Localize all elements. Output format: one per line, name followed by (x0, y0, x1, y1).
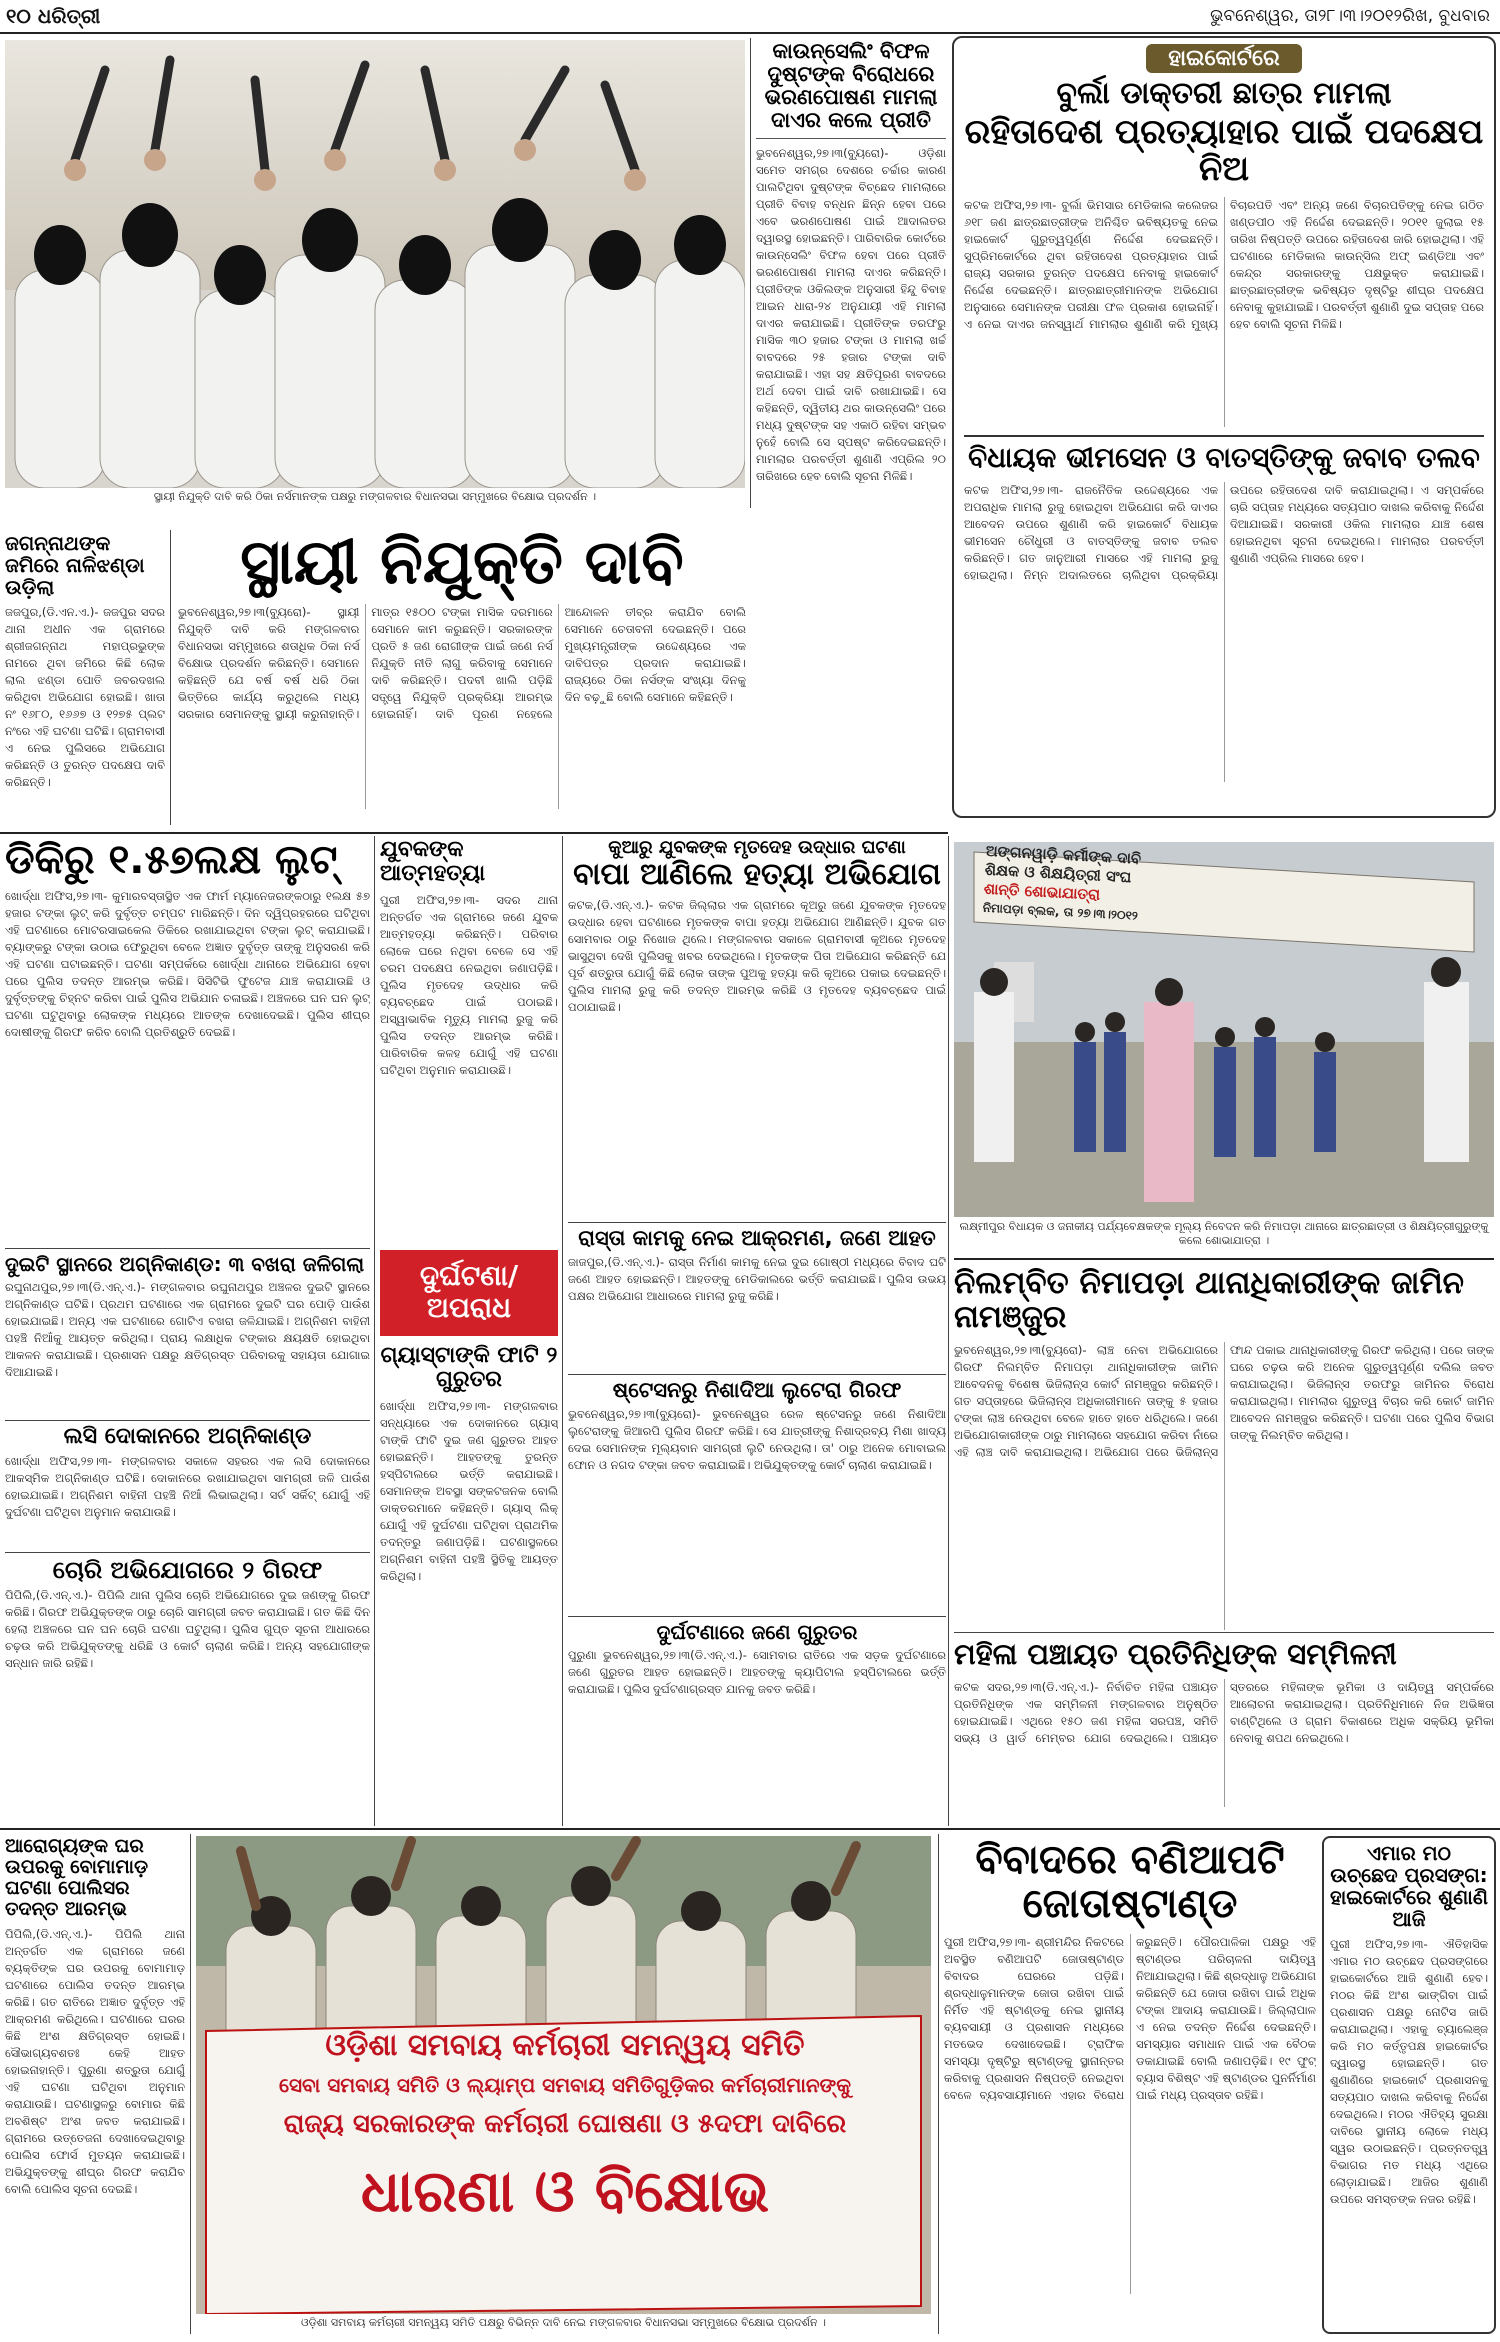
nimapada-story (954, 1258, 1494, 1630)
road-body: ଜାଜପୁର,(ଡି.ଏନ୍.ଏ.)- ରାସ୍ତା ନିର୍ମାଣ କାମକୁ ନେଇ ଦୁଇ ଗୋଷ୍ଠୀ ମଧ୍ୟରେ ବିବାଦ ଘଟି ଜଣେ ଆହତ ହୋଇଛନ୍ତି। ଆହତଙ୍କୁ ମେଡିକାଲରେ ଭର୍ତ୍ତି କରାଯାଇଛି। ପୁଲିସ ଉଭୟ ପକ୍ଷର ଅଭିଯୋଗ ଆଧାରରେ ମାମଲା ରୁଜୁ କରିଛି। (568, 1255, 946, 1304)
counselling-story (756, 40, 946, 820)
loot-headline: ଡିକିରୁ ୧.୫୭ଲକ୍ଷ ଲୁଟ୍ (5, 838, 338, 883)
jagannath-story (5, 532, 165, 832)
dispute-headline: ବିବାଦରେ ବଣିଆପଟି ଜୋତାଷ୍ଟାଣ୍ଡ (975, 1838, 1285, 1927)
mla-body: କଟକ ଅଫିସ,୨୭।୩- ରାଜନୈତିକ ଉଦ୍ଦେଶ୍ୟରେ ଏକ ଅପରାଧିକ ମାମଲା ରୁଜୁ ହୋଇଥିବା ଅଭିଯୋଗ କରି ଦାଏର ଆବେଦନ ଉପରେ ଶୁଣାଣି କରି ହାଇକୋର୍ଟ ବିଧାୟକ ଭୀମସେନ ଚୌଧୁରୀ ଓ ବାତସ୍ତିଙ୍କୁ ଜବାବ ତଲବ କରିଛନ୍ତି। ଗତ ଜାନୁଆରୀ ମାସରେ ଏହି ମାମଲା ରୁଜୁ ହୋଇଥିଲା। ନିମ୍ନ ଅଦାଲତରେ ଚାଲିଥିବା ପ୍ରକ୍ରିୟା ଉପରେ ରହିତାଦେଶ ଦାବି କରାଯାଇଥିଲା। ଏ ସମ୍ପର୍କରେ ଚାରି ସପ୍ତାହ ମଧ୍ୟରେ ସତ୍ୟପାଠ ଦାଖଲ କରିବାକୁ ନିର୍ଦ୍ଦେଶ ଦିଆଯାଇଛି। ସରକାରୀ ଓକିଲ ମାମଲାର ଯାଞ୍ଚ ଶେଷ ହୋଇନଥିବା ସୂଚନା ଦେଇଥିଲେ। ମାମଲାର ପରବର୍ତ୍ତୀ ଶୁଣାଣି ଏପ୍ରିଲ ମାସରେ ହେବ। (964, 482, 1484, 582)
emar-body: ପୁରୀ ଅଫିସ,୨୭।୩- ଐତିହାସିକ ଏମାର ମଠ ଉଚ୍ଛେଦ ପ୍ରସଙ୍ଗରେ ହାଇକୋର୍ଟରେ ଆଜି ଶୁଣାଣି ହେବ। ମଠର କିଛି ଅଂଶ ଭାଙ୍ଗିବା ପାଇଁ ପ୍ରଶାସନ ପକ୍ଷରୁ ନୋଟିସ ଜାରି କରାଯାଇଥିଲା। ଏହାକୁ ଚ୍ୟାଲେଞ୍ଜ କରି ମଠ କର୍ତ୍ତୃପକ୍ଷ ହାଇକୋର୍ଟର ଦ୍ୱାରସ୍ଥ ହୋଇଛନ୍ତି। ଗତ ଶୁଣାଣିରେ ହାଇକୋର୍ଟ ପ୍ରଶାସନକୁ ସତ୍ୟପାଠ ଦାଖଲ କରିବାକୁ ନିର୍ଦ୍ଦେଶ ଦେଇଥିଲେ। ମଠର ଐତିହ୍ୟ ସୁରକ୍ଷା ଦାବିରେ ସ୍ଥାନୀୟ ଲୋକେ ମଧ୍ୟ ସ୍ୱର ଉଠାଇଛନ୍ତି। ପ୍ରତ୍ନତତ୍ତ୍ୱ ବିଭାଗର ମତ ମଧ୍ୟ ଏଥିରେ ଲୋଡ଼ାଯାଇଛି। ଆଜିର ଶୁଣାଣି ଉପରେ ସମସ୍ତଙ୍କ ନଜର ରହିଛି। (1330, 1937, 1488, 2206)
suicide-headline: ଯୁବକଙ୍କ ଆତ୍ମହତ୍ୟା (380, 838, 486, 887)
theft-body: ପିପିଲି,(ଡି.ଏନ୍.ଏ.)- ପିପିଲି ଥାନା ପୁଲିସ ଚୋରି ଅଭିଯୋଗରେ ଦୁଇ ଜଣଙ୍କୁ ଗିରଫ କରିଛି। ଗିରଫ ଅଭିଯୁକ୍ତଙ୍କ ଠାରୁ ଚୋରି ସାମଗ୍ରୀ ଜବତ କରାଯାଇଛି। ଗତ କିଛି ଦିନ ହେଲା ଅଞ୍ଚଳରେ ଘନ ଘନ ଚୋରି ଘଟଣା ଘଟୁଥିଲା। ପୁଲିସ ଗୁପ୍ତ ସୂଚନା ଆଧାରରେ ଚଢ଼ଉ କରି ଅଭିଯୁକ୍ତଙ୍କୁ ଧରିଛି ଓ କୋର୍ଟ ଚାଲାଣ କରିଛି। ଅନ୍ୟ ସହଯୋଗୀଙ୍କ ସନ୍ଧାନ ଜାରି ରହିଛି। (5, 1588, 370, 1671)
column-rule (170, 530, 171, 825)
section-rule (0, 832, 948, 834)
rally-banner-line: ଶାନ୍ତି ଶୋଭାଯାତ୍ରା (983, 879, 1101, 904)
jagannath-body: ଜଜପୁର,(ଡି.ଏନ.ଏ.)- ଜଜପୁର ସଦର ଥାନା ଅଧୀନ ଏକ ଗ୍ରାମରେ ଶ୍ରୀଜଗନ୍ନାଥ ମହାପ୍ରଭୁଙ୍କ ନାମରେ ଥିବା ଜମିରେ କିଛି ଲୋକ ଲାଲ ଝଣ୍ଡା ପୋତି ଜବରଦଖଲ କରିଥିବା ଅଭିଯୋଗ ହୋଇଛି। ଖାତା ନଂ ୧୬୮୦, ୧୬୬୭ ଓ ୧୨୭୫ ପ୍ଲଟ ନଂରେ ଏହି ଘଟଣା ଘଟିଛି। ଗ୍ରାମବାସୀ ଏ ନେଇ ପୁଲିସରେ ଅଭିଯୋଗ କରିଛନ୍ତି ଓ ତୁରନ୍ତ ପଦକ୍ଷେପ ଦାବି କରିଛନ୍ତି। (5, 605, 165, 789)
highcourt-kicker: ହାଇକୋର୍ଟରେ (1146, 44, 1301, 73)
bodies-headline: କୁଆରୁ ଯୁବକଙ୍କ ମୃତଦେହ ଉଦ୍ଧାର ଘଟଣା (608, 838, 906, 858)
rally-banner-line: ନିମାପଡ଼ା ବ୍ଲକ, ତା ୨୭।୩।୨୦୧୨ (982, 900, 1139, 923)
fire-story (5, 1248, 370, 1418)
rally-banner-line: ଅଙ୍ଗନୱାଡ଼ି କର୍ମୀଙ୍କ ଦାବି (985, 842, 1142, 868)
women-headline: ମହିଳା ପଞ୍ଚାୟତ ପ୍ରତିନିଧିଙ୍କ ସମ୍ମିଳନୀ (954, 1637, 1397, 1671)
section-rule (0, 1828, 1500, 1830)
loot-body: ଖୋର୍ଦ୍ଧା ଅଫିସ,୨୭।୩- କୁମାରବସ୍ତାସ୍ଥିତ ଏକ ଫାର୍ମ ମ୍ୟାନେଜରଙ୍କଠାରୁ ୧ଲକ୍ଷ ୫୭ ହଜାର ଟଙ୍କା ଲୁଟ୍ କରି ଦୁର୍ବୃତ୍ତ ଚମ୍ପଟ ମାରିଛନ୍ତି। ଦିନ ଦ୍ୱିପ୍ରହରରେ ଘଟିଥିବା ଏହି ଘଟଣାରେ ମୋଟରସାଇକେଲ ଡିକିରେ ରଖାଯାଇଥିବା ଟଙ୍କା ଲୁଟ୍ କରାଯାଇଛି। ବ୍ୟାଙ୍କରୁ ଟଙ୍କା ଉଠାଇ ଫେରୁଥିବା ବେଳେ ଅଜ୍ଞାତ ଦୁର୍ବୃତ୍ତ ତାଙ୍କୁ ଅନୁସରଣ କରି ଏହି ଘଟଣା ଘଟାଇଛନ୍ତି। ଘଟଣା ସମ୍ପର୍କରେ ଖୋର୍ଦ୍ଧା ଥାନାରେ ଅଭିଯୋଗ ହେବା ପରେ ପୁଲିସ ତଦନ୍ତ ଆରମ୍ଭ କରିଛି। ସିସିଟିଭି ଫୁଟେଜ ଯାଞ୍ଚ କରାଯାଉଛି ଓ ଦୁର୍ବୃତ୍ତଙ୍କୁ ଚିହ୍ନଟ କରିବା ପାଇଁ ପୁଲିସ ଅଭିଯାନ ଚଳାଇଛି। ଅଞ୍ଚଳରେ ଘନ ଘନ ଲୁଟ୍ ଘଟଣା ଘଟୁଥିବାରୁ ଲୋକଙ୍କ ମଧ୍ୟରେ ଆତଙ୍କ ଦେଖାଦେଇଛି। ପୁଲିସ ଶୀଘ୍ର ଦୋଷୀଙ୍କୁ ଗିରଫ କରିବ ବୋଲି ପ୍ରତିଶ୍ରୁତି ଦେଇଛି। (5, 889, 370, 1039)
highcourt-box (952, 36, 1496, 818)
highcourt-subhead: ବୁର୍ଲା ଡାକ୍ତରୀ ଛାତ୍ର ମାମଲା (1056, 76, 1392, 111)
theft-headline: ଚୋରି ଅଭିଯୋଗରେ ୨ ଗିରଫ (52, 1556, 323, 1584)
road-headline: ରାସ୍ତା କାମକୁ ନେଇ ଆକ୍ରମଣ, ଜଣେ ଆହତ (578, 1226, 936, 1250)
counselling-body: ଭୁବନେଶ୍ୱର,୨୭।୩(ବ୍ୟୁରୋ)- ଓଡ଼ିଶା ସମେତ ସମଗ୍ର ଦେଶରେ ଚର୍ଚ୍ଚାର କାରଣ ପାଲଟିଥିବା ଦୁଷ୍ଟଙ୍କ ବିଚ୍ଛେଦ ମାମଲାରେ ପ୍ରୀତି ବିବାହ ବନ୍ଧନ ଛିନ୍ନ ହେବା ପରେ ଏବେ ଭରଣପୋଷଣ ପାଇଁ ଆଦାଲତର ଦ୍ୱାରସ୍ଥ ହୋଇଛନ୍ତି। ପାରିବାରିକ କୋର୍ଟରେ କାଉନ୍‌ସେଲିଂ ବିଫଳ ହେବା ପରେ ପ୍ରୀତି ଭରଣପୋଷଣ ମାମଲା ଦାଏର କରିଛନ୍ତି। ପ୍ରୀତିଙ୍କ ଓକିଲଙ୍କ ଅନୁସାରୀ ହିନ୍ଦୁ ବିବାହ ଆଇନ ଧାରା-୨୪ ଅନୁଯାୟୀ ଏହି ମାମଲା ଦାଏର କରାଯାଇଛି। ପ୍ରୀତିଙ୍କ ତରଫରୁ ମାସିକ ୩୦ ହଜାର ଟଙ୍କା ଓ ମାମଲା ଖର୍ଚ୍ଚ ବାବଦରେ ୨୫ ହଜାର ଟଙ୍କା ଦାବି କରାଯାଇଛି। ଏହା ସହ କ୍ଷତିପୂରଣ ବାବଦରେ ଅର୍ଥ ଦେବା ପାଇଁ ଦାବି ରଖାଯାଇଛି। ସେ କହିଛନ୍ତି, ଦ୍ୱିତୀୟ ଥର କାଉନ୍‌ସେଲିଂ ପରେ ମଧ୍ୟ ଦୁଷ୍ଟଙ୍କ ସହ ଏକାଠି ରହିବା ସମ୍ଭବ ନୁହେଁ ବୋଲି ସେ ସ୍ପଷ୍ଟ କରିଦେଇଛନ୍ତି। ମାମଲାର ପରବର୍ତ୍ତୀ ଶୁଣାଣି ଏପ୍ରିଲ ୨୦ ତାରିଖରେ ହେବ ବୋଲି ସୂଚନା ମିଳିଛି। (756, 146, 946, 484)
fire-headline: ଦୁଇଟି ସ୍ଥାନରେ ଅଗ୍ନିକାଣ୍ଡ: ୩ ବଖରା ଜଳିଗଲା (5, 1252, 365, 1276)
police-probe-headline: ଆରୋଗ୍ୟଙ୍କ ଘର ଉପରକୁ ବୋମାମାଡ଼ ଘଟଣା ପୋଲିସର ତଦନ୍ତ ଆରମ୍ଭ (5, 1836, 149, 1920)
gas-body: ଖୋର୍ଦ୍ଧା ଅଫିସ,୨୭।୩- ମଙ୍ଗଳବାର ସନ୍ଧ୍ୟାରେ ଏକ ଦୋକାନରେ ଗ୍ୟାସ୍ ଟାଙ୍କି ଫାଟି ଦୁଇ ଜଣ ଗୁରୁତର ଆହତ ହୋଇଛନ୍ତି। ଆହତଙ୍କୁ ତୁରନ୍ତ ହସ୍ପିଟାଲରେ ଭର୍ତ୍ତି କରାଯାଇଛି। ସେମାନଙ୍କ ଅବସ୍ଥା ସଙ୍କଟଜନକ ବୋଲି ଡାକ୍ତରମାନେ କହିଛନ୍ତି। ଗ୍ୟାସ୍ ଲିକ୍ ଯୋଗୁଁ ଏହି ଦୁର୍ଘଟଣା ଘଟିଥିବା ପ୍ରାଥମିକ ତଦନ୍ତରୁ ଜଣାପଡ଼ିଛି। ଘଟଣାସ୍ଥଳରେ ଅଗ୍ନିଶମ ବାହିନୀ ପହଞ୍ଚି ସ୍ଥିତିକୁ ଆୟତ୍ତ କରିଥିଲା। (380, 1399, 558, 1584)
lassi-story (5, 1420, 370, 1550)
dateline: ଭୁବନେଶ୍ୱର, ତା୨୮।୩।୨୦୧୨ରିଖ, ବୁଧବାର (1210, 6, 1490, 26)
column-rule (750, 38, 751, 508)
emar-story (1322, 1836, 1496, 2334)
fire-body: ରଘୁନାଥପୁର,୨୭।୩(ଡି.ଏନ୍.ଏ.)- ମଙ୍ଗଳବାର ରଘୁନାଥପୁର ଅଞ୍ଚଳର ଦୁଇଟି ସ୍ଥାନରେ ଅଗ୍ନିକାଣ୍ଡ ଘଟିଛି। ପ୍ରଥମ ଘଟଣାରେ ଏକ ଗ୍ରାମରେ ଦୁଇଟି ଘର ପୋଡ଼ି ପାଉଁଶ ହୋଇଯାଇଛି। ଅନ୍ୟ ଏକ ଘଟଣାରେ ଗୋଟିଏ ବଖରା ଜଳିଯାଇଛି। ଅଗ୍ନିଶମ ବାହିନୀ ପହଞ୍ଚି ନିଆଁକୁ ଆୟତ୍ତ କରିଥିଲା। ପ୍ରାୟ ଲକ୍ଷାଧିକ ଟଙ୍କାର କ୍ଷୟକ୍ଷତି ହୋଇଥିବା ଆକଳନ କରାଯାଇଛି। ପ୍ରଶାସନ ପକ୍ଷରୁ କ୍ଷତିଗ୍ରସ୍ତ ପରିବାରକୁ ସହାୟତା ଯୋଗାଇ ଦିଆଯାଇଛି। (5, 1280, 370, 1379)
column-rule (190, 1834, 191, 2334)
station-body: ଭୁବନେଶ୍ୱର,୨୭।୩(ବ୍ୟୁରୋ)- ଭୁବନେଶ୍ୱର ରେଳ ଷ୍ଟେସନରୁ ଜଣେ ନିଶାଦିଆ ଲୁଟେରାଙ୍କୁ ଜିଆରପି ପୁଲିସ ଗିରଫ କରିଛି। ସେ ଯାତ୍ରୀଙ୍କୁ ନିଶାଦ୍ରବ୍ୟ ମିଶା ଖାଦ୍ୟ ଦେଇ ସେମାନଙ୍କ ମୂଲ୍ୟବାନ ସାମଗ୍ରୀ ଲୁଟି ନେଉଥିଲା। ତା' ଠାରୁ ଅନେକ ମୋବାଇଲ ଫୋନ ଓ ନଗଦ ଟଙ୍କା ଜବତ କରାଯାଇଛି। ଅଭିଯୁକ୍ତଙ୍କୁ କୋର୍ଟ ଚାଲାଣ କରାଯାଇଛି। (568, 1407, 946, 1473)
emar-headline: ଏମାର ମଠ ଉଚ୍ଛେଦ ପ୍ରସଙ୍ଗ: ହାଇକୋର୍ଟରେ ଶୁଣାଣି ଆଜି (1330, 1841, 1488, 1931)
column-rule (374, 836, 375, 1826)
permanent-job-headline: ସ୍ଥାୟୀ ନିଯୁକ୍ତି ଦାବି (240, 528, 684, 598)
permanent-job-body: ଭୁବନେଶ୍ୱର,୨୭।୩(ବ୍ୟୁରୋ)- ସ୍ଥାୟୀ ନିଯୁକ୍ତି ଦାବି କରି ମଙ୍ଗଳବାର ବିଧାନସଭା ସମ୍ମୁଖରେ ଶତାଧିକ ଠିକା ନର୍ସ ବିକ୍ଷୋଭ ପ୍ରଦର୍ଶନ କରିଛନ୍ତି। ସେମାନେ କହିଛନ୍ତି ଯେ ବର୍ଷ ବର୍ଷ ଧରି ଠିକା ଭିତ୍ତିରେ କାର୍ଯ୍ୟ କରୁଥିଲେ ମଧ୍ୟ ସରକାର ସେମାନଙ୍କୁ ସ୍ଥାୟୀ କରୁନାହାନ୍ତି। ମାତ୍ର ୧୫୦୦ ଟଙ୍କା ମାସିକ ଦରମାରେ ସେମାନେ କାମ କରୁଛନ୍ତି। ସରକାରଙ୍କ ପ୍ରତି ୫ ଜଣ ରୋଗୀଙ୍କ ପାଇଁ ଜଣେ ନର୍ସ ନିଯୁକ୍ତି ନୀତି ଲାଗୁ କରିବାକୁ ସେମାନେ ଦାବି କରିଛନ୍ତି। ପଦବୀ ଖାଲି ପଡ଼ିଛି ସତ୍ତ୍ୱେ ନିଯୁକ୍ତି ପ୍ରକ୍ରିୟା ଆରମ୍ଭ ହୋଇନାହିଁ। ଦାବି ପୂରଣ ନହେଲେ ଆନ୍ଦୋଳନ ତୀବ୍ର କରାଯିବ ବୋଲି ସେମାନେ ଚେତାବନୀ ଦେଇଛନ୍ତି। ପରେ ମୁଖ୍ୟମନ୍ତ୍ରୀଙ୍କ ଉଦ୍ଦେଶ୍ୟରେ ଏକ ଦାବିପତ୍ର ପ୍ରଦାନ କରାଯାଇଛି। ରାଜ୍ୟରେ ଠିକା ନର୍ସଙ୍କ ସଂଖ୍ୟା ଦିନକୁ ଦିନ ବଢ଼ୁଛି ବୋଲି ସେମାନେ କହିଛନ୍ତି। (178, 605, 746, 722)
protest-banner-line: ଓଡ଼ିଶା ସମବାୟ କର୍ମଚାରୀ ସମନ୍ୱୟ ସମିତି (325, 2028, 805, 2063)
mla-headline: ବିଧାୟକ ଭୀମସେନ ଓ ବାତସ୍ତିଙ୍କୁ ଜବାବ ତଲବ (968, 440, 1480, 474)
station-story (568, 1374, 946, 1614)
counselling-headline: କାଉନ୍‌ସେଲିଂ ବିଫଳ ଦୁଷ୍ଟଙ୍କ ବିରୋଧରେ ଭରଣପୋଷଣ ମାମଲା ଦାଏର କଲେ ପ୍ରୀତି (756, 40, 946, 139)
women-story (954, 1632, 1494, 1824)
bodies-body: କଟକ,(ଡି.ଏନ୍.ଏ.)- କଟକ ଜିଲ୍ଲାର ଏକ ଗ୍ରାମରେ କୂଅରୁ ଜଣେ ଯୁବକଙ୍କ ମୃତଦେହ ଉଦ୍ଧାର ହେବା ଘଟଣାରେ ମୃତକଙ୍କ ବାପା ହତ୍ୟା ଅଭିଯୋଗ ଆଣିଛନ୍ତି। ଯୁବକ ଗତ ସୋମବାର ଠାରୁ ନିଖୋଜ ଥିଲେ। ମଙ୍ଗଳବାର ସକାଳେ ଗ୍ରାମବାସୀ କୂଅରେ ମୃତଦେହ ଭାସୁଥିବା ଦେଖି ପୁଲିସକୁ ଖବର ଦେଇଥିଲେ। ମୃତକଙ୍କ ପିତା ଅଭିଯୋଗ କରିଛନ୍ତି ଯେ ପୂର୍ବ ଶତ୍ରୁତା ଯୋଗୁଁ କିଛି ଲୋକ ତାଙ୍କ ପୁଅକୁ ହତ୍ୟା କରି କୂଅରେ ପକାଇ ଦେଇଛନ୍ତି। ପୁଲିସ ମାମଲା ରୁଜୁ କରି ତଦନ୍ତ ଆରମ୍ଭ କରିଛି ଓ ମୃତଦେହ ବ୍ୟବଚ୍ଛେଦ ପାଇଁ ପଠାଯାଇଛି। (568, 897, 946, 1014)
page-header (0, 0, 1500, 32)
rally-photo-caption: ଲକ୍ଷ୍ମୀପୁର ବିଧାୟକ ଓ ଜନାକୀୟ ପର୍ଯ୍ୟବେକ୍ଷକଙ୍କ ମୂଲ୍ୟ ନିବେଦନ କରି ନିମାପଡ଼ା ଥାନାରେ ଛାତ୍ରଛାତ୍ରୀ ଓ ଶିକ୍ଷୟିତ୍ରୀଗୁରୁଙ୍କୁ କଲେ ଶୋଭାଯାତ୍ରା । (959, 1220, 1489, 1247)
protest-banner-text (210, 2024, 920, 2236)
road-story (568, 1222, 946, 1372)
lassi-body: ଖୋର୍ଦ୍ଧା ଅଫିସ,୨୭।୩- ମଙ୍ଗଳବାର ସକାଳେ ସହରର ଏକ ଲସି ଦୋକାନରେ ଆକସ୍ମିକ ଅଗ୍ନିକାଣ୍ଡ ଘଟିଛି। ଦୋକାନରେ ରଖାଯାଇଥିବା ସାମଗ୍ରୀ ଜଳି ପାଉଁଶ ହୋଇଯାଇଛି। ଅଗ୍ନିଶମ ବାହିନୀ ପହଞ୍ଚି ନିଆଁ ଲିଭାଇଥିଲା। ସର୍ଟ ସର୍କିଟ୍ ଯୋଗୁଁ ଏହି ଦୁର୍ଘଟଣା ଘଟିଥିବା ଅନୁମାନ କରାଯାଉଛି। (5, 1454, 370, 1520)
gas-headline: ଗ୍ୟାସ୍‌ଟାଙ୍କି ଫାଟି ୨ ଗୁରୁତର (380, 1344, 558, 1393)
injured-headline: ଦୁର୍ଘଟଣାରେ ଜଣେ ଗୁରୁତର (656, 1620, 858, 1644)
women-body: କଟକ ସଦର,୨୭।୩(ଡି.ଏନ୍.ଏ.)- ନିର୍ବାଚିତ ମହିଳା ପଞ୍ଚାୟତ ପ୍ରତିନିଧିଙ୍କ ଏକ ସମ୍ମିଳନୀ ମଙ୍ଗଳବାର ଅନୁଷ୍ଠିତ ହୋଇଯାଇଛି। ଏଥିରେ ୧୫୦ ଜଣ ମହିଳା ସରପଞ୍ଚ, ସମିତି ସଭ୍ୟ ଓ ୱାର୍ଡ ମେମ୍ବର ଯୋଗ ଦେଇଥିଲେ। ପଞ୍ଚାୟତ ସ୍ତରରେ ମହିଳାଙ୍କ ଭୂମିକା ଓ ଦାୟିତ୍ୱ ସମ୍ପର୍କରେ ଆଲୋଚନା କରାଯାଇଥିଲା। ପ୍ରତିନିଧିମାନେ ନିଜ ଅଭିଜ୍ଞତା ବାଣ୍ଟିଥିଲେ ଓ ଗ୍ରାମ ବିକାଶରେ ଅଧିକ ସକ୍ରିୟ ଭୂମିକା ନେବାକୁ ଶପଥ ନେଇଥିଲେ। (954, 1679, 1494, 1745)
lassi-headline: ଲସି ଦୋକାନରେ ଅଗ୍ନିକାଣ୍ଡ (63, 1424, 312, 1449)
accident-crime-label: ଦୁର୍ଘଟଣା/ ଅପରାଧ (380, 1250, 558, 1336)
lead-photo-caption: ସ୍ଥାୟୀ ନିଯୁକ୍ତି ଦାବି କରି ଠିକା ନର୍ସମାନଙ୍କ ପକ୍ଷରୁ ମଙ୍ଗଳବାର ବିଧାନସଭା ସମ୍ମୁଖରେ ବିକ୍ଷୋଭ ପ୍ରଦର୍ଶନ । (153, 490, 597, 503)
theft-story (5, 1552, 370, 1822)
protest-photo (196, 1836, 931, 2314)
loot-story (5, 838, 370, 1248)
dispute-story (944, 1838, 1316, 2334)
column-rule (938, 1834, 939, 2334)
rally-photo (954, 842, 1494, 1217)
police-probe-body: ପିପିଲି,(ଡି.ଏନ୍.ଏ.)- ପିପିଲି ଥାନା ଅନ୍ତର୍ଗତ ଏକ ଗ୍ରାମରେ ଜଣେ ବ୍ୟକ୍ତିଙ୍କ ଘର ଉପରକୁ ବୋମାମାଡ଼ ଘଟଣାରେ ପୋଲିସ ତଦନ୍ତ ଆରମ୍ଭ କରିଛି। ଗତ ରାତିରେ ଅଜ୍ଞାତ ଦୁର୍ବୃତ୍ତ ଏହି ଆକ୍ରମଣ କରିଥିଲେ। ଘଟଣାରେ ଘରର କିଛି ଅଂଶ କ୍ଷତିଗ୍ରସ୍ତ ହୋଇଛି। ସୌଭାଗ୍ୟବଶତଃ କେହି ଆହତ ହୋଇନାହାନ୍ତି। ପୁରୁଣା ଶତ୍ରୁତା ଯୋଗୁଁ ଏହି ଘଟଣା ଘଟିଥିବା ଅନୁମାନ କରାଯାଉଛି। ଘଟଣାସ୍ଥଳରୁ ବୋମାର କିଛି ଅବଶିଷ୍ଟ ଅଂଶ ଜବତ କରାଯାଇଛି। ଗ୍ରାମରେ ଉତ୍ତେଜନା ଦେଖାଦେଇଥିବାରୁ ପୋଲିସ ଫୋର୍ସ ମୁତୟନ କରାଯାଇଛି। ଅଭିଯୁକ୍ତଙ୍କୁ ଶୀଘ୍ର ଗିରଫ କରାଯିବ ବୋଲି ପୋଲିସ ସୂଚନା ଦେଇଛି। (5, 1926, 185, 2196)
protest-banner-line: ରାଜ୍ୟ ସରକାରଙ୍କ କର୍ମଚାରୀ ଘୋଷଣା ଓ ୫ଦଫା ଦାବିରେ (283, 2109, 847, 2139)
jagannath-headline: ଜଗନ୍ନାଥଙ୍କ ଜମିରେ ନାଳିଝଣ୍ଡା ଉଡ଼ିଲା (5, 532, 145, 599)
column-rule (562, 836, 563, 1826)
injured-story (568, 1616, 946, 1822)
page-number: ୧୦ ଧରିତ୍ରୀ (6, 4, 101, 28)
protest-banner-line: ଧାରଣା ଓ ବିକ୍ଷୋଭ (360, 2157, 770, 2225)
nimapada-headline: ନିଲମ୍ବିତ ନିମାପଡ଼ା ଥାନାଧିକାରୀଙ୍କ ଜାମିନ ନାମଞ୍ଜୁର (954, 1265, 1464, 1336)
dispute-body: ପୁରୀ ଅଫିସ,୨୭।୩- ଶ୍ରୀମନ୍ଦିର ନିକଟରେ ଅବସ୍ଥିତ ବଣିଆପଟି ଜୋତାଷ୍ଟାଣ୍ଡ ବିବାଦର ଘେରରେ ପଡ଼ିଛି। ଶ୍ରଦ୍ଧାଳୁମାନଙ୍କ ଜୋତା ରଖିବା ପାଇଁ ନିର୍ମିତ ଏହି ଷ୍ଟାଣ୍ଡକୁ ନେଇ ସ୍ଥାନୀୟ ବ୍ୟବସାୟୀ ଓ ପ୍ରଶାସନ ମଧ୍ୟରେ ମତଭେଦ ଦେଖାଦେଇଛି। ଟ୍ରାଫିକ ସମସ୍ୟା ଦୃଷ୍ଟିରୁ ଷ୍ଟାଣ୍ଡକୁ ସ୍ଥାନାନ୍ତର କରିବାକୁ ପ୍ରଶାସନ ନିଷ୍ପତ୍ତି ନେଇଥିବା ବେଳେ ବ୍ୟବସାୟୀମାନେ ଏହାର ବିରୋଧ କରୁଛନ୍ତି। ପୌରପାଳିକା ପକ୍ଷରୁ ଏହି ଷ୍ଟାଣ୍ଡର ପରିଚାଳନା ଦାୟିତ୍ୱ ନିଆଯାଇଥିଲା। କିଛି ଶ୍ରଦ୍ଧାଳୁ ଅଭିଯୋଗ କରିଛନ୍ତି ଯେ ଜୋତା ରଖିବା ପାଇଁ ଅଧିକ ଟଙ୍କା ଆଦାୟ କରାଯାଉଛି। ଜିଲ୍ଲାପାଳ ଏ ନେଇ ତଦନ୍ତ ନିର୍ଦ୍ଦେଶ ଦେଇଛନ୍ତି। ସମସ୍ୟାର ସମାଧାନ ପାଇଁ ଏକ ବୈଠକ ଡକାଯାଇଛି ବୋଲି ଜଣାପଡ଼ିଛି। ୧୯ ଫୁଟ୍ ବ୍ୟାସ ବିଶିଷ୍ଟ ଏହି ଷ୍ଟାଣ୍ଡର ପୁନର୍ନିର୍ମାଣ ପାଇଁ ମଧ୍ୟ ପ୍ରସ୍ତାବ ରହିଛି। (944, 1935, 1316, 2102)
header-rule (0, 32, 1500, 34)
bodies-story (568, 838, 946, 1218)
highcourt-headline: ରହିତାଦେଶ ପ୍ରତ୍ୟାହାର ପାଇଁ ପଦକ୍ଷେପ ନିଅ (964, 112, 1484, 190)
protest-photo-caption: ଓଡ଼ିଶା ସମବାୟ କର୍ମଚାରୀ ସମନ୍ୱୟ ସମିତି ପକ୍ଷରୁ ବିଭିନ୍ନ ଦାବି ନେଇ ମଙ୍ଗଳବାର ବିଧାନସଭା ସମ୍ମୁଖରେ ବିକ୍ଷୋଭ ପ୍ରଦର୍ଶନ । (301, 2316, 826, 2329)
nurses-protest-image (5, 40, 745, 488)
column-rule (948, 836, 949, 1826)
bodies-headline-2: ବାପା ଆଣିଲେ ହତ୍ୟା ଅଭିଯୋଗ (573, 856, 941, 892)
protest-banner-line: ସେବା ସମବାୟ ସମିତି ଓ ଲ୍ୟାମ୍ପ ସମବାୟ ସମିତିଗୁଡ଼ିକର କର୍ମଚାରୀମାନଙ୍କୁ (278, 2073, 852, 2097)
injured-body: ପୁରୁଣା ଭୁବନେଶ୍ୱର,୨୭।୩(ଡି.ଏନ୍.ଏ.)- ସୋମବାର ରାତିରେ ଏକ ସଡ଼କ ଦୁର୍ଘଟଣାରେ ଜଣେ ଗୁରୁତର ଆହତ ହୋଇଛନ୍ତି। ଆହତଙ୍କୁ କ୍ୟାପିଟାଲ ହସ୍ପିଟାଲରେ ଭର୍ତ୍ତି କରାଯାଇଛି। ପୁଲିସ ଦୁର୍ଘଟଣାଗ୍ରସ୍ତ ଯାନକୁ ଜବତ କରିଛି। (568, 1648, 946, 1696)
rally-banner-line: ଶିକ୍ଷକ ଓ ଶିକ୍ଷୟିତ୍ରୀ ସଂଘ (984, 860, 1132, 887)
police-probe-story (5, 1836, 185, 2336)
permanent-job-story (178, 528, 746, 828)
gas-story (380, 1344, 558, 1822)
suicide-body: ପୁରୀ ଅଫିସ,୨୭।୩- ସଦର ଥାନା ଅନ୍ତର୍ଗତ ଏକ ଗ୍ରାମରେ ଜଣେ ଯୁବକ ଆତ୍ମହତ୍ୟା କରିଛନ୍ତି। ପରିବାର ଲୋକେ ଘରେ ନଥିବା ବେଳେ ସେ ଏହି ଚରମ ପଦକ୍ଷେପ ନେଇଥିବା ଜଣାପଡ଼ିଛି। ପୁଲିସ ମୃତଦେହ ଉଦ୍ଧାର କରି ବ୍ୟବଚ୍ଛେଦ ପାଇଁ ପଠାଇଛି। ଅସ୍ୱାଭାବିକ ମୃତ୍ୟୁ ମାମଲା ରୁଜୁ କରି ପୁଲିସ ତଦନ୍ତ ଆରମ୍ଭ କରିଛି। ପାରିବାରିକ କଳହ ଯୋଗୁଁ ଏହି ଘଟଣା ଘଟିଥିବା ଅନୁମାନ କରାଯାଉଛି। (380, 893, 558, 1078)
highcourt-body: କଟକ ଅଫିସ,୨୭।୩- ବୁର୍ଲା ଭିମସାର ମେଡିକାଲ କଲେଜର ୬୧୮ ଜଣ ଛାତ୍ରଛାତ୍ରୀଙ୍କ ଅନିଶ୍ଚିତ ଭବିଷ୍ୟତକୁ ନେଇ ହାଇକୋର୍ଟ ଗୁରୁତ୍ୱପୂର୍ଣ୍ଣ ନିର୍ଦ୍ଦେଶ ଦେଇଛନ୍ତି। ସୁପ୍ରିମକୋର୍ଟରେ ଥିବା ରହିତାଦେଶ ପ୍ରତ୍ୟାହାର ପାଇଁ ରାଜ୍ୟ ସରକାର ତୁରନ୍ତ ପଦକ୍ଷେପ ନେବାକୁ ହାଇକୋର୍ଟ ନିର୍ଦ୍ଦେଶ ଦେଇଛନ୍ତି। ଛାତ୍ରଛାତ୍ରୀମାନଙ୍କ ଅଭିଯୋଗ ଅନୁସାରେ ସେମାନଙ୍କ ପରୀକ୍ଷା ଫଳ ପ୍ରକାଶ ହୋଇନାହିଁ। ଏ ନେଇ ଦାଏର ଜନସ୍ୱାର୍ଥ ମାମଲାର ଶୁଣାଣି କରି ମୁଖ୍ୟ ବିଚାରପତି ଏବଂ ଅନ୍ୟ ଜଣେ ବିଚାରପତିଙ୍କୁ ନେଇ ଗଠିତ ଖଣ୍ଡପୀଠ ଏହି ନିର୍ଦ୍ଦେଶ ଦେଇଛନ୍ତି। ୨୦୧୧ ଜୁଲାଇ ୧୫ ତାରିଖ ନିଷ୍ପତ୍ତି ଉପରେ ରହିତାଦେଶ ଜାରି ହୋଇଥିଲା। ଏହି ଘଟଣାରେ ମେଡିକାଲ କାଉନ୍‌ସିଲ ଅଫ୍ ଇଣ୍ଡିଆ ଏବଂ କେନ୍ଦ୍ର ସରକାରଙ୍କୁ ପକ୍ଷଭୁକ୍ତ କରାଯାଇଛି। ଛାତ୍ରଛାତ୍ରୀଙ୍କ ଭବିଷ୍ୟତ ଦୃଷ୍ଟିରୁ ଶୀଘ୍ର ପଦକ୍ଷେପ ନେବାକୁ କୁହାଯାଇଛି। ପରବର୍ତ୍ତୀ ଶୁଣାଣି ଦୁଇ ସପ୍ତାହ ପରେ ହେବ ବୋଲି ସୂଚନା ମିଳିଛି। (964, 197, 1484, 331)
lead-photo (5, 40, 745, 488)
suicide-story (380, 838, 558, 1228)
nimapada-body: ଭୁବନେଶ୍ୱର,୨୭।୩(ବ୍ୟୁରୋ)- ଲାଞ୍ଚ ନେବା ଅଭିଯୋଗରେ ଗିରଫ ନିଲମ୍ବିତ ନିମାପଡ଼ା ଥାନାଧିକାରୀଙ୍କ ଜାମିନ ଆବେଦନକୁ ବିଶେଷ ଭିଜିଲାନ୍ସ କୋର୍ଟ ନାମଞ୍ଜୁର କରିଛନ୍ତି। ଗତ ସପ୍ତାହରେ ଭିଜିଲାନ୍ସ ଅଧିକାରୀମାନେ ତାଙ୍କୁ ୫ ହଜାର ଟଙ୍କା ଲାଞ୍ଚ ନେଉଥିବା ବେଳେ ହାତେ ହାତେ ଧରିଥିଲେ। ଜଣେ ଅଭିଯୋଗକାରୀଙ୍କ ଠାରୁ ମାମଲାରେ ସହଯୋଗ କରିବା ନାଁରେ ଏହି ଲାଞ୍ଚ ଦାବି କରାଯାଇଥିଲା। ଅଭିଯୋଗ ପରେ ଭିଜିଲାନ୍ସ ଫାନ୍ଦ ପକାଇ ଥାନାଧିକାରୀଙ୍କୁ ଗିରଫ କରିଥିଲା। ପରେ ତାଙ୍କ ଘରେ ଚଢ଼ଉ କରି ଅନେକ ଗୁରୁତ୍ୱପୂର୍ଣ୍ଣ ଦଲିଲ ଜବତ କରାଯାଇଥିଲା। ଭିଜିଲାନ୍ସ ତରଫରୁ ଜାମିନର ବିରୋଧ କରାଯାଇଥିଲା। ମାମଲାର ଗୁରୁତ୍ୱ ବିଚାର କରି କୋର୍ଟ ଜାମିନ ଆବେଦନ ନାମଞ୍ଜୁର କରିଛନ୍ତି। ଘଟଣା ପରେ ପୁଲିସ ବିଭାଗ ତାଙ୍କୁ ନିଲମ୍ବିତ କରିଥିଲା। (954, 1343, 1494, 1460)
station-headline: ଷ୍ଟେସନରୁ ନିଶାଦିଆ ଲୁଟେରା ଗିରଫ (612, 1378, 902, 1402)
